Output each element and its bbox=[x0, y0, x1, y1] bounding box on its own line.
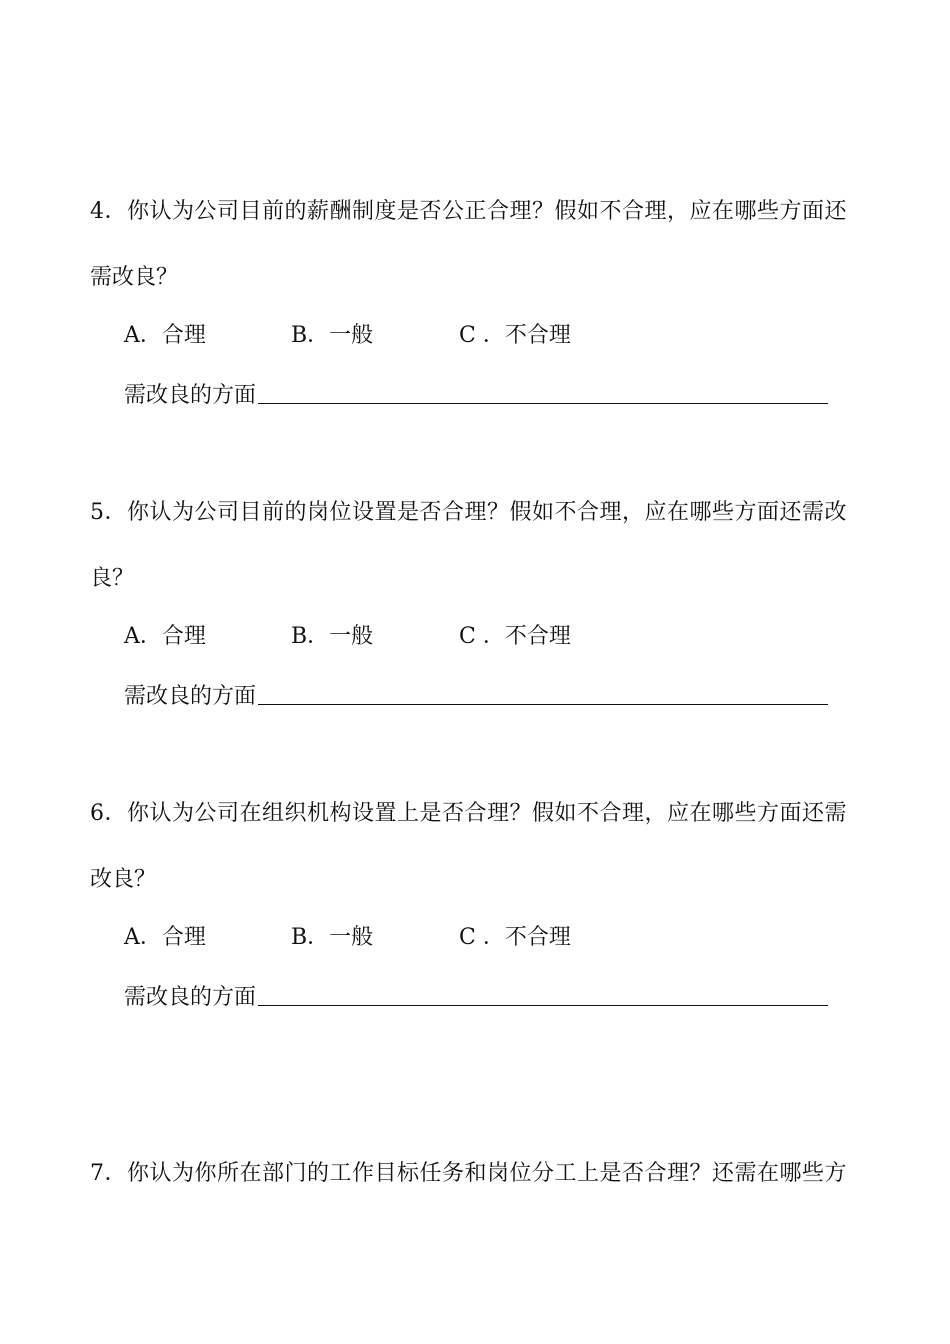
question-6-improve-blank[interactable] bbox=[258, 1005, 828, 1006]
question-5-option-c[interactable]: C ．不合理 bbox=[459, 624, 571, 649]
question-5-improve-label: 需改良的方面 bbox=[124, 684, 257, 709]
question-4-text-continued: 需改良？ bbox=[90, 265, 179, 290]
question-4-option-b[interactable]: B．一般 bbox=[291, 323, 374, 348]
question-6-text-continued: 改良？ bbox=[90, 867, 157, 892]
question-6-text: 6．你认为公司在组织机构设置上是否合理？假如不合理，应在哪些方面还需 bbox=[90, 801, 847, 826]
question-4-option-a[interactable]: A．合理 bbox=[124, 323, 206, 348]
question-6-option-c[interactable]: C ．不合理 bbox=[459, 925, 571, 950]
question-4-text: 4．你认为公司目前的薪酬制度是否公正合理？假如不合理，应在哪些方面还 bbox=[90, 199, 847, 224]
question-5-option-a[interactable]: A．合理 bbox=[124, 624, 206, 649]
question-7-text: 7．你认为你所在部门的工作目标任务和岗位分工上是否合理？还需在哪些方 bbox=[90, 1161, 847, 1186]
question-4-improve-label: 需改良的方面 bbox=[124, 383, 257, 408]
question-4-option-c[interactable]: C ．不合理 bbox=[459, 323, 571, 348]
question-6-option-b[interactable]: B．一般 bbox=[291, 925, 374, 950]
question-5-option-b[interactable]: B．一般 bbox=[291, 624, 374, 649]
question-5-improve-blank[interactable] bbox=[258, 704, 828, 705]
question-6-option-a[interactable]: A．合理 bbox=[124, 925, 206, 950]
question-4-improve-blank[interactable] bbox=[258, 403, 828, 404]
question-5-text-continued: 良？ bbox=[90, 566, 135, 591]
question-6-improve-label: 需改良的方面 bbox=[124, 985, 257, 1010]
question-5-text: 5．你认为公司目前的岗位设置是否合理？假如不合理，应在哪些方面还需改 bbox=[90, 500, 847, 525]
